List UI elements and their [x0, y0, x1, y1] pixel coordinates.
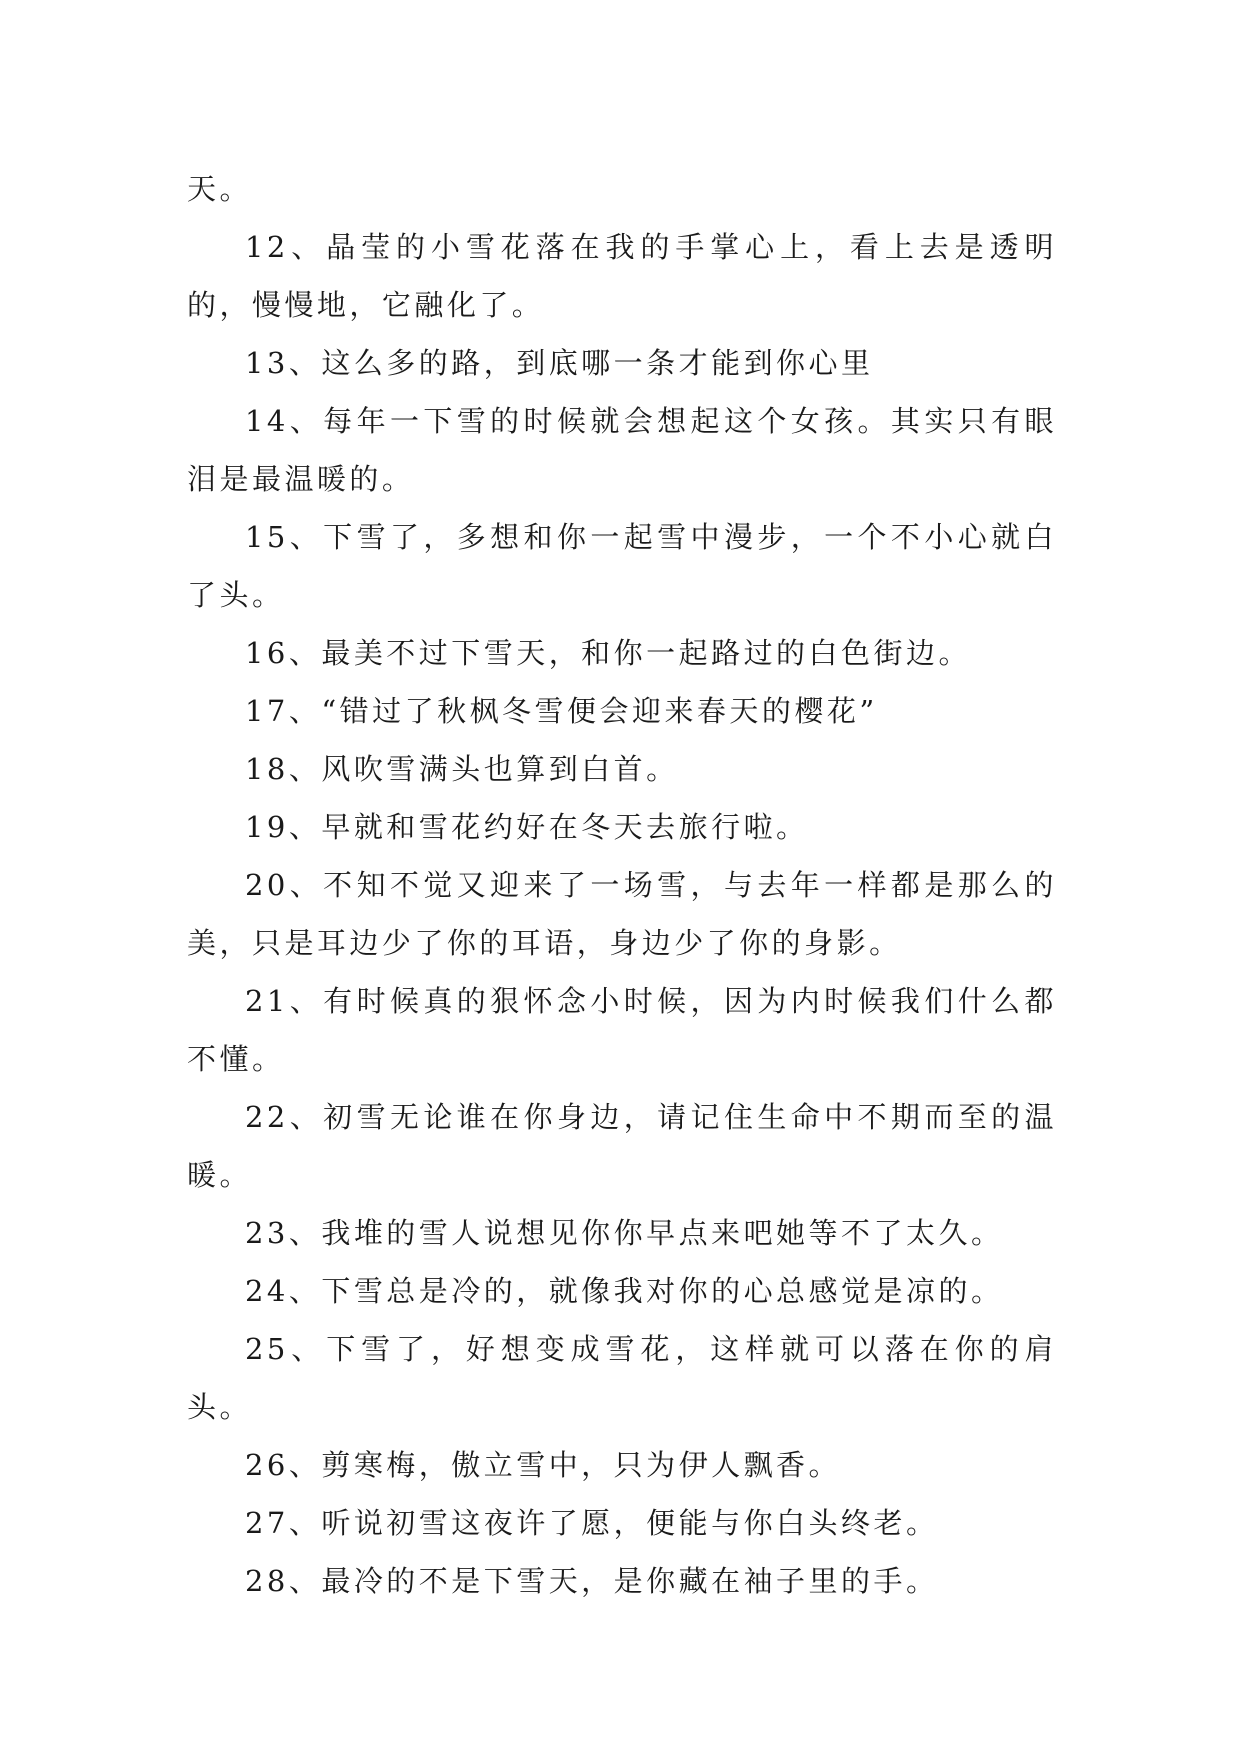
paragraph-13: 13、这么多的路，到底哪一条才能到你心里 — [245, 346, 874, 380]
paragraph-27: 27、听说初雪这夜许了愿，便能与你白头终老。 — [245, 1506, 939, 1540]
paragraph-19: 19、早就和雪花约好在冬天去旅行啦。 — [245, 810, 809, 844]
paragraph-21: 21、有时候真的狠怀念小时候，因为内时候我们什么都不懂。 — [187, 984, 1057, 1076]
paragraph-14: 14、每年一下雪的时候就会想起这个女孩。其实只有眼泪是最温暖的。 — [187, 404, 1057, 496]
paragraph-12: 12、晶莹的小雪花落在我的手掌心上，看上去是透明的，慢慢地，它融化了。 — [187, 230, 1057, 322]
paragraph-24: 24、下雪总是冷的，就像我对你的心总感觉是凉的。 — [245, 1274, 1004, 1308]
paragraph-25: 25、下雪了，好想变成雪花，这样就可以落在你的肩头。 — [187, 1332, 1057, 1424]
paragraph-continuation: 天。 — [187, 172, 252, 206]
paragraph-23: 23、我堆的雪人说想见你你早点来吧她等不了太久。 — [245, 1216, 1004, 1250]
paragraph-26: 26、剪寒梅，傲立雪中，只为伊人飘香。 — [245, 1448, 842, 1482]
paragraph-20: 20、不知不觉又迎来了一场雪，与去年一样都是那么的美，只是耳边少了你的耳语，身边少了你的身影。 — [187, 868, 1057, 960]
paragraph-18: 18、风吹雪满头也算到白首。 — [245, 752, 679, 786]
paragraph-28: 28、最冷的不是下雪天，是你藏在袖子里的手。 — [245, 1564, 939, 1598]
document-page — [187, 160, 1057, 1610]
paragraph-17: 17、“错过了秋枫冬雪便会迎来春天的樱花” — [245, 694, 878, 728]
paragraph-16: 16、最美不过下雪天，和你一起路过的白色街边。 — [245, 636, 971, 670]
paragraph-22: 22、初雪无论谁在你身边，请记住生命中不期而至的温暖。 — [187, 1100, 1057, 1192]
paragraph-15: 15、下雪了，多想和你一起雪中漫步，一个不小心就白了头。 — [187, 520, 1057, 612]
